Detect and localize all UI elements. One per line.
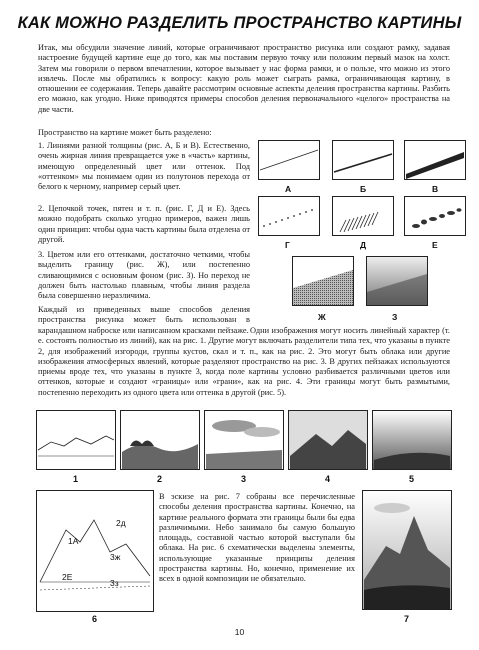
paragraph-3: В эскизе на рис. 7 собраны все перечисленные способы деления пространства картины. Конечно, на картине реального формата эти границы были бы едва различимыми. Небо занимало бы самую большую площадь, составной частью которой выступали бы облака. На рис. 6 схематически выделены элементы, использующие указанные принципы деления пространства картины. Но, конечно, применение их всех в одной композиции не обязательно. — [159, 492, 355, 584]
number-2: 2 — [157, 474, 163, 484]
label-d: Д — [360, 240, 367, 250]
figure-6 — [36, 490, 154, 612]
list-item-1: 1. Линиями разной толщины (рис. А, Б и В). Естественно, очень жирная линия превращается уже в «часть» картины, имеющую определенный цвет или оттенок. Под «оттенком» мы понимаем один из полутонов перехода от белого к черному, например серый цвет. — [38, 141, 250, 192]
fig6-label-2e: 2Е — [62, 572, 73, 582]
number-3: 3 — [241, 474, 247, 484]
number-5: 5 — [409, 474, 415, 484]
fig6-label-1a: 1А — [68, 536, 79, 546]
number-6: 6 — [92, 614, 98, 624]
label-a: А — [285, 184, 292, 194]
figure-4 — [288, 410, 368, 470]
paragraph-2-start: Каждый из приведенных выше способов деления пространства рисунка может быть использован в карандашном наброске или написанном красками пейзаже. — [38, 305, 250, 335]
intro-paragraph: Итак, мы обсудили значение линий, которые ограничивают пространство рисунка или создают рамку, задавая настроение будущей картине еще до того, как мы поставим первую точку или положим первый мазок на холст. Затем мы говорили о первом впечатлении, которое вызывает у нас форма рамки, и о пользе, что можно из этого извлечь. После мы обратились к вопросу: какую роль может сыграть рамка, ограничивающая картину, в отношении ее содержания. Теперь давайте рассмотрим основные аспекты деления пространства картины. Разбить его можно, как угодно. Ниже приводятся примеры способов деления первоначального «целого» пространства на две части. — [38, 43, 450, 114]
figure-7 — [362, 490, 452, 610]
label-g: Г — [285, 240, 290, 250]
fig6-label-3z: 3з — [110, 578, 119, 588]
figure-1 — [36, 410, 116, 470]
list-item-2: 2. Цепочкой точек, пятен и т. п. (рис. Г, Д и Е). Здесь можно подобрать сколько угодно примеров, важен лишь один принцип: чтобы одна часть картины была отделена от другой. — [38, 204, 250, 244]
page-title: КАК МОЖНО РАЗДЕЛИТЬ ПРОСТРАНСТВО КАРТИНЫ — [17, 14, 462, 32]
number-4: 4 — [325, 474, 331, 484]
figure-b — [332, 140, 394, 180]
figure-g — [258, 196, 320, 236]
page-number: 10 — [234, 627, 245, 637]
label-zh: Ж — [318, 312, 326, 322]
figure-d — [332, 196, 394, 236]
figure-z — [366, 256, 428, 306]
lead-line: Пространство на картине может быть разделено: — [38, 128, 212, 137]
figure-3 — [204, 410, 284, 470]
figure-5 — [372, 410, 452, 470]
label-z: З — [392, 312, 398, 322]
figure-2 — [120, 410, 200, 470]
label-v: В — [432, 184, 439, 194]
figure-a — [258, 140, 320, 180]
paragraph-2-rest: Одни изображения могут носить линейный характер (т. е. состоять полностью из линий), как на рис. 1. Другие могут включать разделители типа тех, что указаны в пункте 2, для изображений изгороди, группы кустов, скал и т. п., как на рис. 2. Это могут быть облака или другие изображения атмосферных явлений, которые разделяют пространство на рис. 3. В других пейзажах используются приемы вроде тех, что указаны в пункте 3, когда поле картины условно разбивается различными цветов или оттенков, которые и создают «границы» или «грани», как на рис. 4. Эти границы могут быть размытыми, постепенно переходить из одного цвета или оттенка в другой (рис. 5). — [38, 326, 450, 397]
number-7: 7 — [404, 614, 410, 624]
figure-zh — [292, 256, 354, 306]
figure-e — [404, 196, 466, 236]
figure-v — [404, 140, 466, 180]
label-e: Е — [432, 240, 438, 250]
fig6-label-2d: 2д — [116, 518, 126, 528]
label-b: Б — [360, 184, 367, 194]
number-1: 1 — [73, 474, 79, 484]
fig6-label-3zh: 3ж — [110, 552, 121, 562]
list-item-3: 3. Цветом или его оттенками, достаточно четкими, чтобы выделить границу (рис. Ж), или постепенно сливающимися с основным фоном (рис. З). Но переход не должен быть настолько плавным, чтобы линия раздела была совершенно неразличима. — [38, 250, 250, 301]
